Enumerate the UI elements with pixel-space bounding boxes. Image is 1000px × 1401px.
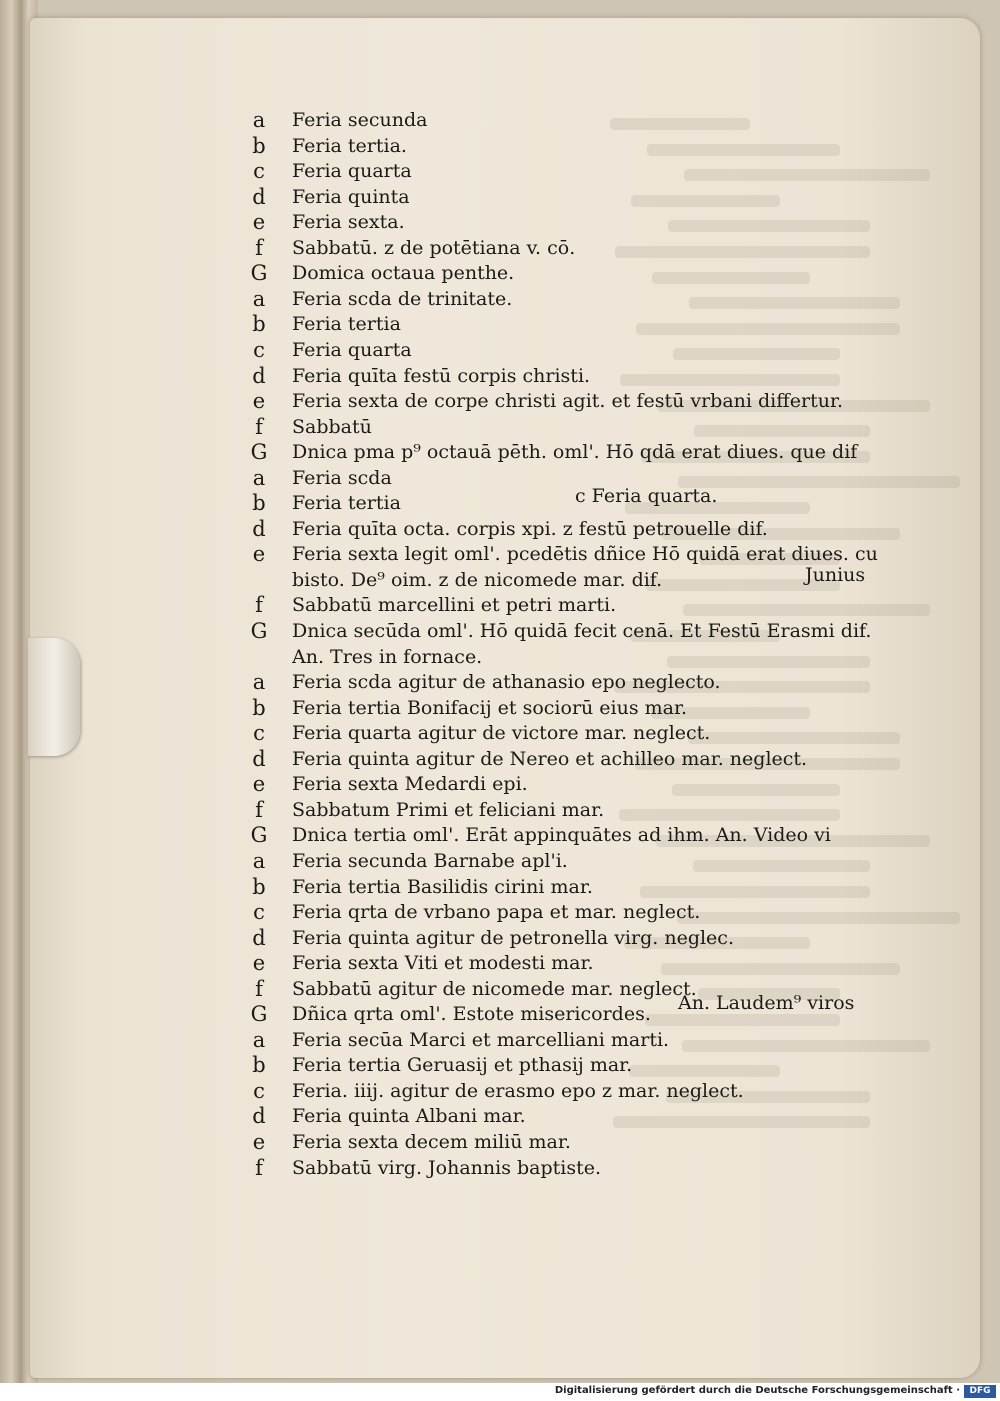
calendar-entry: Dnica secūda oml'. Hō quidā fecit cenā. Et Festū Erasmi dif. xyxy=(292,620,872,642)
dominical-letter: d xyxy=(252,925,266,950)
calendar-entry: Feria tertia. xyxy=(292,134,407,157)
dominical-letter: d xyxy=(252,184,266,209)
calendar-row xyxy=(0,491,1000,516)
calendar-entry: Feria scda xyxy=(292,466,392,489)
footer-bar xyxy=(0,1383,1000,1401)
calendar-entry: Dnica tertia oml'. Erāt appinquātes ad ihm. An. Video vi xyxy=(292,824,831,847)
dominical-letter: e xyxy=(252,210,266,235)
calendar-entry: Sabbatū xyxy=(292,415,372,438)
calendar-row xyxy=(0,721,1000,746)
calendar-row xyxy=(0,849,1000,874)
dominical-letter: a xyxy=(252,108,266,132)
calendar-row xyxy=(0,312,1000,337)
dominical-letter: e xyxy=(252,389,266,414)
dominical-letter: b xyxy=(252,133,266,158)
calendar-row xyxy=(0,261,1000,286)
calendar-row xyxy=(0,1156,1000,1181)
calendar-entry: Sabbatū agitur de nicomede mar. neglect. xyxy=(292,977,697,1000)
calendar-row xyxy=(0,619,1000,644)
dominical-letter: f xyxy=(255,593,263,618)
calendar-entry: Feria secūa Marci et marcelliani marti. xyxy=(292,1028,670,1051)
calendar-row xyxy=(0,900,1000,925)
calendar-entry: Sabbatū virg. Johannis baptiste. xyxy=(292,1156,602,1179)
dominical-letter: c xyxy=(253,1078,265,1103)
calendar-entry: Domica octaua penthe. xyxy=(292,262,515,285)
calendar-entry: Feria qrta de vrbano papa et mar. neglect. xyxy=(292,901,701,924)
calendar-row xyxy=(0,1053,1000,1078)
calendar-row xyxy=(0,440,1000,465)
calendar-row xyxy=(0,108,1000,133)
dominical-letter: G xyxy=(250,619,268,643)
calendar-entry: Feria secunda Barnabe apl'i. xyxy=(292,849,568,872)
calendar-entry: Feria sexta de corpe christi agit. et festū vrbani differtur. xyxy=(292,390,843,413)
calendar-entry: Feria quinta xyxy=(292,185,410,208)
dfg-logo: DFG xyxy=(964,1385,996,1398)
calendar-entry: Feria tertia xyxy=(292,313,401,336)
dominical-letter: a xyxy=(252,848,266,873)
dominical-letter: G xyxy=(250,823,268,848)
calendar-row xyxy=(0,696,1000,721)
calendar-row xyxy=(0,236,1000,261)
aside-month-junius: Junius xyxy=(805,564,866,586)
calendar-row xyxy=(0,185,1000,210)
dominical-letter: b xyxy=(252,1053,266,1078)
calendar-row xyxy=(0,926,1000,951)
calendar-entry: Feria tertia Basilidis cirini mar. xyxy=(292,875,593,898)
dominical-letter: f xyxy=(255,235,263,260)
calendar-entry: An. Tres in fornace. xyxy=(292,645,483,668)
calendar-entry: Feria secunda xyxy=(292,109,428,131)
dominical-letter: f xyxy=(255,1155,263,1180)
dominical-letter: b xyxy=(252,874,266,899)
dominical-letter: d xyxy=(252,516,266,541)
calendar-entry: Sabbatū marcellini et petri marti. xyxy=(292,594,617,617)
dominical-letter: f xyxy=(255,414,263,439)
dominical-letter: d xyxy=(252,746,266,771)
calendar-row xyxy=(0,747,1000,772)
dominical-letter: a xyxy=(252,670,266,695)
calendar-entry: Feria sexta decem miliū mar. xyxy=(292,1131,571,1153)
calendar-entry: Feria quīta festū corpis christi. xyxy=(292,364,591,387)
calendar-row xyxy=(0,134,1000,159)
calendar-row xyxy=(0,466,1000,491)
dominical-letter: G xyxy=(250,261,268,286)
calendar-row xyxy=(0,798,1000,823)
calendar-entry: Dnica pma p⁹ octauā pēth. oml'. Hō qdā erat diues. que dif xyxy=(292,441,858,464)
dominical-letter: e xyxy=(252,951,266,976)
dominical-letter: c xyxy=(253,900,265,925)
calendar-entry: Sabbatū. z de potētiana v. cō. xyxy=(292,236,576,259)
calendar-entry: Feria sexta Viti et modesti mar. xyxy=(292,952,594,975)
dominical-letter: f xyxy=(255,797,263,822)
dominical-letter: G xyxy=(250,440,268,465)
calendar-row xyxy=(0,389,1000,414)
dominical-letter: c xyxy=(253,159,265,184)
calendar-entry: bisto. De⁹ oim. z de nicomede mar. dif. xyxy=(292,568,663,591)
calendar-row xyxy=(0,1104,1000,1129)
dominical-letter: a xyxy=(252,465,266,490)
dominical-letter: f xyxy=(255,976,263,1001)
dominical-letter: e xyxy=(252,772,266,797)
calendar-row xyxy=(0,951,1000,976)
dominical-letter: e xyxy=(252,1130,266,1154)
calendar-row xyxy=(0,593,1000,618)
calendar-row xyxy=(0,875,1000,900)
calendar-entry: Feria quarta xyxy=(292,338,412,361)
calendar-entry: Feria sexta Medardi epi. xyxy=(292,773,528,796)
calendar-row xyxy=(0,517,1000,542)
calendar-entry: Sabbatum Primi et feliciani mar. xyxy=(292,798,605,821)
calendar-entry: Feria tertia Geruasij et pthasij mar. xyxy=(292,1054,633,1077)
dominical-letter: b xyxy=(252,695,266,720)
calendar-entry: Feria quīta octa. corpis xpi. z festū petrouelle dif. xyxy=(292,517,768,540)
aside-feria-quarta: c Feria quarta. xyxy=(575,485,718,507)
calendar-entry: Feria tertia Bonifacij et sociorū eius mar. xyxy=(292,696,688,719)
calendar-row xyxy=(0,415,1000,440)
dominical-letter: d xyxy=(252,363,266,388)
calendar-entry: Feria scda de trinitate. xyxy=(292,287,513,310)
calendar-entry: Feria. iiij. agitur de erasmo epo z mar. neglect. xyxy=(292,1079,744,1102)
calendar-row xyxy=(0,772,1000,797)
calendar-entry: Feria sexta legit oml'. pcedētis dñice Hō quidā erat diues. cu xyxy=(292,543,878,566)
calendar-entry: Feria quarta agitur de victore mar. neglect. xyxy=(292,722,711,745)
dominical-letter: c xyxy=(253,337,265,362)
dominical-letter: a xyxy=(252,1027,266,1052)
dominical-letter: c xyxy=(253,721,265,746)
calendar-entry: Feria sexta. xyxy=(292,211,405,234)
calendar-entry: Feria quinta agitur de petronella virg. neglec. xyxy=(292,926,734,949)
dominical-letter: a xyxy=(252,286,266,311)
calendar-row xyxy=(0,1130,1000,1155)
calendar-row xyxy=(0,670,1000,695)
calendar-row xyxy=(0,364,1000,389)
dominical-letter: b xyxy=(252,312,266,337)
calendar-entry: Feria quinta agitur de Nereo et achilleo mar. neglect. xyxy=(292,747,808,770)
calendar-entry: Feria quinta Albani mar. xyxy=(292,1105,526,1128)
dominical-letter: d xyxy=(252,1104,266,1129)
calendar-row xyxy=(0,159,1000,184)
dominical-letter: G xyxy=(250,1002,268,1027)
aside-antiphon-laudem: An. Laudem⁹ viros xyxy=(678,992,855,1014)
calendar-row xyxy=(0,210,1000,235)
dominical-letter: b xyxy=(252,491,266,516)
calendar-row xyxy=(0,1079,1000,1104)
calendar-entry: Feria tertia xyxy=(292,492,401,515)
dominical-letter: e xyxy=(252,542,266,567)
calendar-row xyxy=(0,338,1000,363)
calendar-row xyxy=(0,1028,1000,1053)
calendar-row xyxy=(0,287,1000,312)
calendar-entry: Dñica qrta oml'. Estote misericordes. xyxy=(292,1003,651,1026)
footer-credit: Digitalisierung gefördert durch die Deutsche Forschungsgemeinschaft · xyxy=(554,1385,960,1396)
calendar-entry: Feria scda agitur de athanasio epo neglecto. xyxy=(292,671,721,694)
calendar-row xyxy=(0,823,1000,848)
calendar-row xyxy=(0,645,1000,670)
calendar-entry: Feria quarta xyxy=(292,160,412,183)
